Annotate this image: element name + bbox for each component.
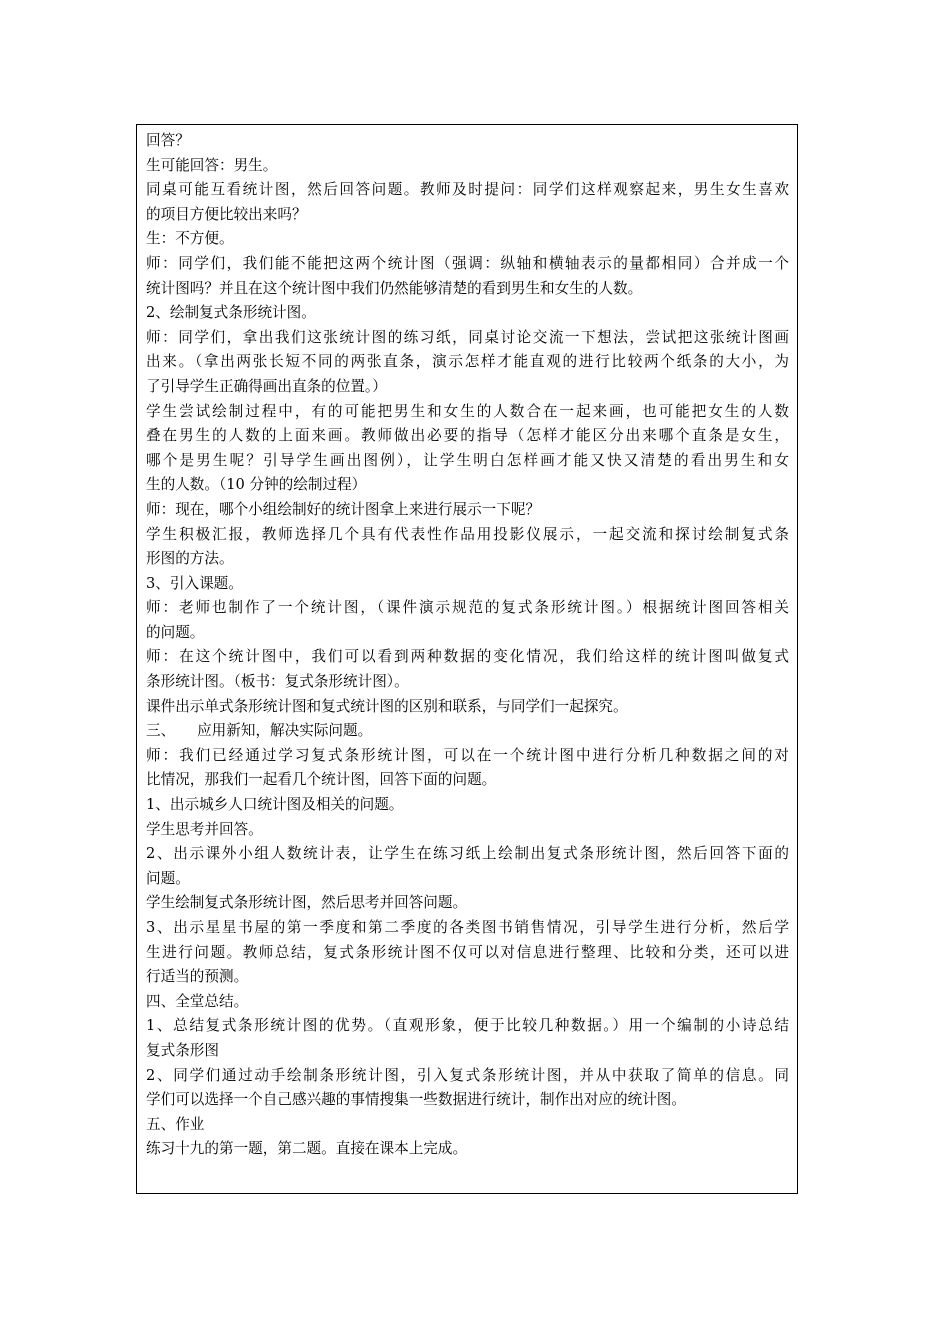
text-line: 2、绘制复式条形统计图。 bbox=[146, 304, 316, 322]
text-line: 学生积极汇报，教师选择几个具有代表性作品用投影仪展示，一起交流和探讨绘制复式条 bbox=[146, 525, 789, 543]
text-line: 课件出示单式条形统计图和复式统计图的区别和联系，与同学们一起探究。 bbox=[146, 697, 628, 715]
text-line: 生可能回答：男生。 bbox=[146, 156, 278, 174]
text-line: 师：现在，哪个小组绘制好的统计图拿上来进行展示一下呢？ bbox=[146, 500, 541, 518]
text-line: 五、作业 bbox=[146, 1115, 205, 1133]
text-line: 2、同学们通过动手绘制条形统计图，引入复式条形统计图，并从中获取了简单的信息。同 bbox=[146, 1066, 789, 1084]
text-line: 的项目方便比较出来吗？ bbox=[146, 205, 307, 223]
text-line: 生的人数。（10 分钟的绘制过程） bbox=[146, 476, 367, 494]
text-line: 学生绘制复式条形统计图，然后思考并回答问题。 bbox=[146, 894, 468, 912]
lesson-plan-table-cell bbox=[136, 124, 798, 1194]
text-line: 出来。（拿出两张长短不同的两张直条，演示怎样才能直观的进行比较两个纸条的大小，为 bbox=[146, 353, 789, 371]
text-line: 哪个是男生呢？引导学生画出图例），让学生明白怎样画才能又快又清楚的看出男生和女 bbox=[146, 451, 789, 469]
text-line: 练习十九的第一题，第二题。直接在课本上完成。 bbox=[146, 1140, 468, 1158]
text-line: 四、全堂总结。 bbox=[146, 992, 249, 1010]
text-line: 统计图吗？并且在这个统计图中我们仍然能够清楚的看到男生和女生的人数。 bbox=[146, 279, 643, 297]
text-line: 条形统计图。（板书：复式条形统计图）。 bbox=[146, 673, 409, 691]
text-line: 师：老师也制作了一个统计图，（课件演示规范的复式条形统计图。）根据统计图回答相关 bbox=[146, 599, 789, 617]
text-line: 3、引入课题。 bbox=[146, 574, 243, 592]
text-line: 师：在这个统计图中，我们可以看到两种数据的变化情况，我们给这样的统计图叫做复式 bbox=[146, 648, 789, 666]
text-line: 行适当的预测。 bbox=[146, 968, 249, 986]
text-line: 的问题。 bbox=[146, 623, 205, 641]
text-line: 回答？ bbox=[146, 132, 190, 149]
text-line: 生进行问题。教师总结，复式条形统计图不仅可以对信息进行整理、比较和分类，还可以进 bbox=[146, 943, 789, 961]
text-line: 同桌可能互看统计图，然后回答问题。教师及时提问：同学们这样观察起来，男生女生喜欢 bbox=[146, 181, 789, 199]
text-line: 3、出示星星书屋的第一季度和第二季度的各类图书销售情况，引导学生进行分析，然后学 bbox=[146, 919, 789, 936]
text-line: 学生思考并回答。 bbox=[146, 820, 263, 838]
text-line: 1、出示城乡人口统计图及相关的问题。 bbox=[146, 796, 404, 814]
text-line: 师：我们已经通过学习复式条形统计图，可以在一个统计图中进行分析几种数据之间的对 bbox=[146, 746, 789, 764]
text-line: 复式条形图 bbox=[146, 1041, 219, 1059]
text-line: 问题。 bbox=[146, 869, 190, 887]
text-line: 1、总结复式条形统计图的优势。（直观形象，便于比较几种数据。）用一个编制的小诗总结 bbox=[146, 1017, 789, 1035]
text-line: 师：同学们，我们能不能把这两个统计图（强调：纵轴和横轴表示的量都相同）合并成一个 bbox=[146, 254, 789, 272]
text-line: 形图的方法。 bbox=[146, 550, 234, 568]
text-line: 叠在男生的人数的上面来画。教师做出必要的指导（怎样才能区分出来哪个直条是女生， bbox=[146, 427, 789, 445]
text-line: 2、出示课外小组人数统计表，让学生在练习纸上绘制出复式条形统计图，然后回答下面的 bbox=[146, 845, 789, 863]
text-line: 师：同学们，拿出我们这张统计图的练习纸，同桌讨论交流一下想法，尝试把这张统计图画 bbox=[146, 328, 789, 346]
text-line: 了引导学生正确得画出直条的位置。） bbox=[146, 377, 387, 395]
text-line: 学生尝试绘制过程中，有的可能把男生和女生的人数合在一起来画，也可能把女生的人数 bbox=[146, 402, 789, 420]
text-line: 生：不方便。 bbox=[146, 230, 234, 248]
text-line: 比情况，那我们一起看几个统计图，回答下面的问题。 bbox=[146, 771, 497, 789]
text-line: 学们可以选择一个自己感兴趣的事情搜集一些数据进行统计，制作出对应的统计图。 bbox=[146, 1091, 686, 1109]
text-line: 三、 应用新知，解决实际问题。 bbox=[146, 722, 373, 740]
